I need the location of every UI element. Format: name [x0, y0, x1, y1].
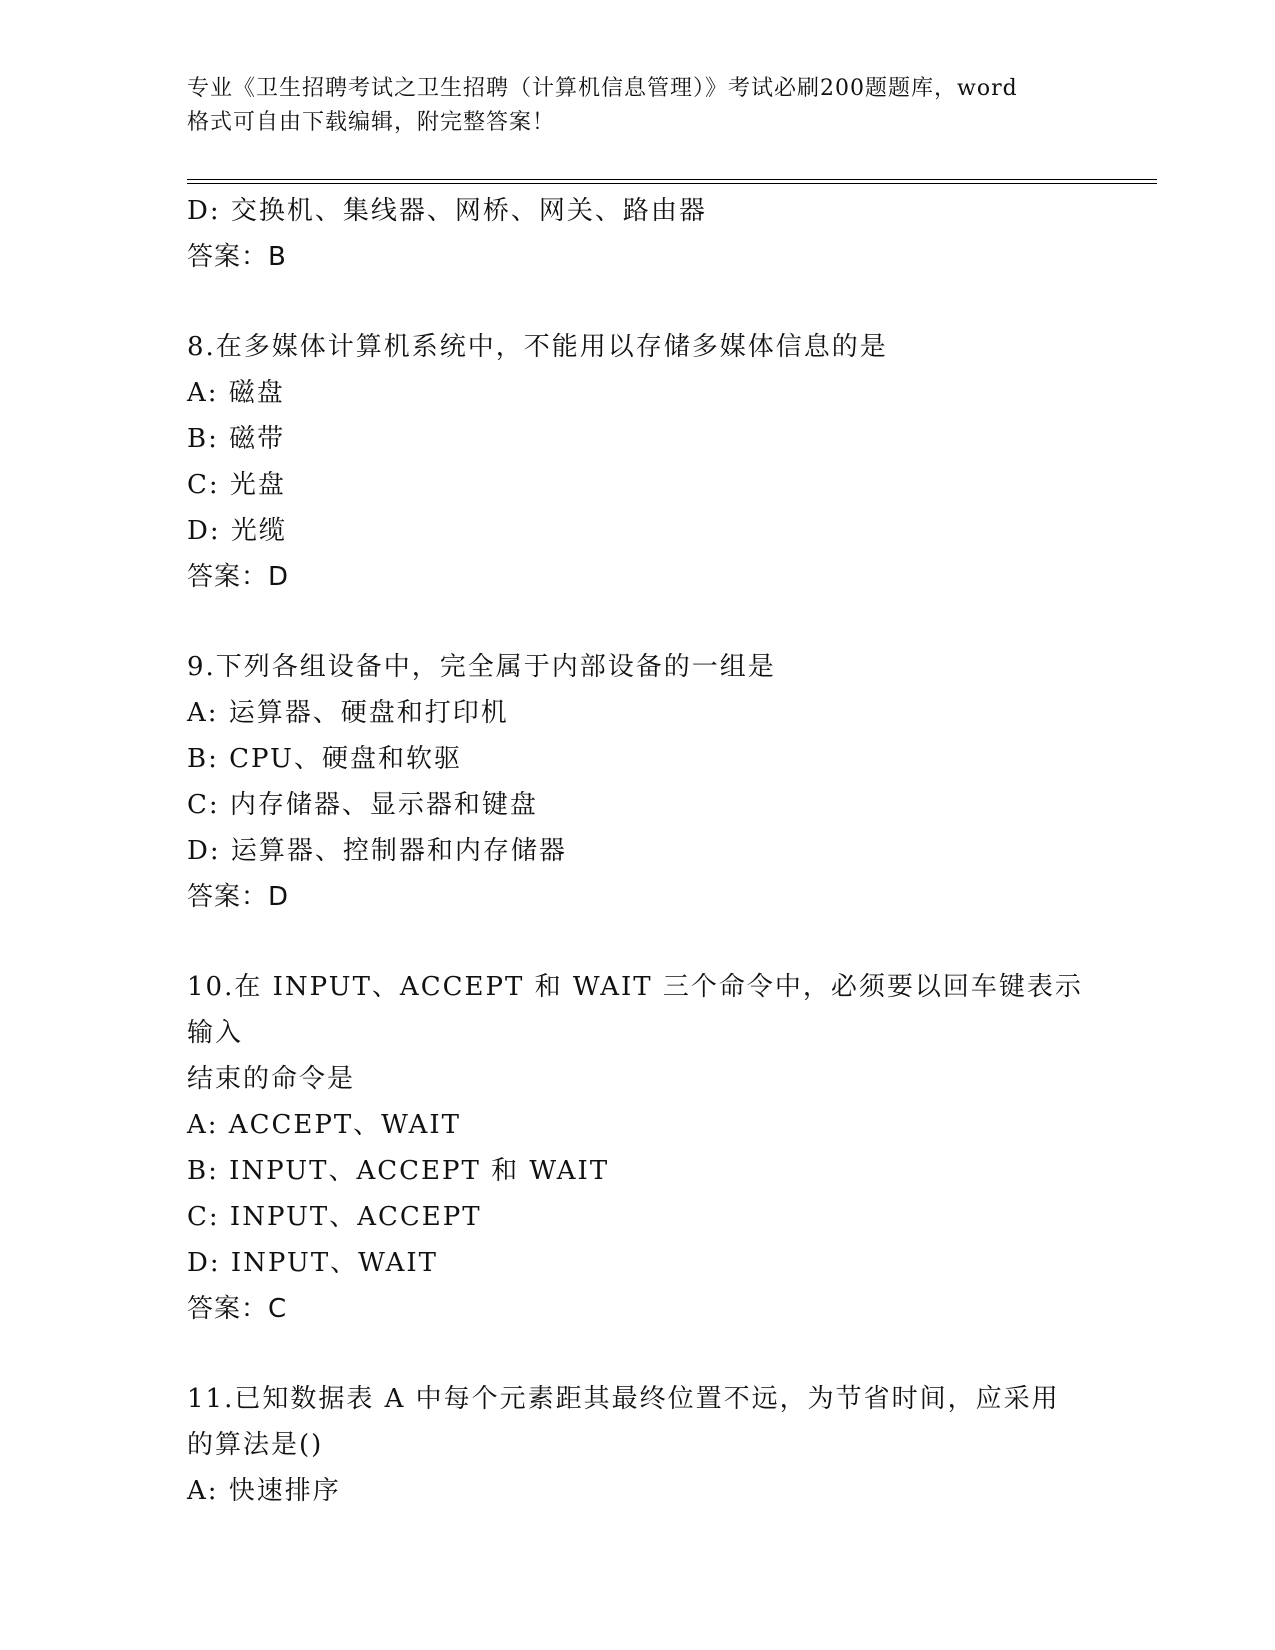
option-a: A: 快速排序 — [187, 1476, 341, 1506]
question-title-line-1: 11.已知数据表 A 中每个元素距其最终位置不远，为节省时间，应采用 — [187, 1384, 1060, 1414]
option-c: C: INPUT、ACCEPT — [187, 1202, 482, 1232]
answer-line: 答案：C — [187, 1294, 288, 1324]
answer-line: 答案：D — [187, 882, 290, 912]
question-title-line-1: 10.在 INPUT、ACCEPT 和 WAIT 三个命令中，必须要以回车键表示输入 — [187, 972, 1083, 1048]
question-11 — [187, 1376, 1087, 1514]
question-title-line-2: 的算法是() — [187, 1430, 324, 1460]
option-b: B: CPU、硬盘和软驱 — [187, 744, 462, 774]
header-divider-bottom — [187, 183, 1157, 184]
question-10 — [187, 964, 1087, 1332]
option-d: D: 交换机、集线器、网桥、网关、路由器 — [187, 196, 707, 226]
header-title-line-1: 专业《卫生招聘考试之卫生招聘（计算机信息管理）》考试必刷200题题库，word — [187, 76, 1018, 101]
option-c: C: 内存储器、显示器和键盘 — [187, 790, 538, 820]
question-9 — [187, 644, 1087, 920]
header-title-line-2: 格式可自由下载编辑，附完整答案！ — [187, 110, 556, 135]
option-a: A: 运算器、硬盘和打印机 — [187, 698, 509, 728]
answer-line: 答案：D — [187, 562, 290, 592]
previous-question-tail — [187, 188, 1087, 280]
option-d: D: 运算器、控制器和内存储器 — [187, 836, 567, 866]
question-title: 8.在多媒体计算机系统中，不能用以存储多媒体信息的是 — [187, 332, 888, 362]
option-b: B: INPUT、ACCEPT 和 WAIT — [187, 1156, 610, 1186]
option-d: D: INPUT、WAIT — [187, 1248, 438, 1278]
header-divider-top — [187, 179, 1157, 180]
question-title: 9.下列各组设备中，完全属于内部设备的一组是 — [187, 652, 776, 682]
document-header — [187, 72, 1087, 140]
question-list — [187, 188, 1087, 1514]
answer-line: 答案：B — [187, 242, 287, 272]
option-b: B: 磁带 — [187, 424, 286, 454]
option-d: D: 光缆 — [187, 516, 287, 546]
question-8 — [187, 324, 1087, 600]
option-a: A: ACCEPT、WAIT — [187, 1110, 461, 1140]
question-title-line-2: 结束的命令是 — [187, 1064, 356, 1094]
option-c: C: 光盘 — [187, 470, 286, 500]
option-a: A: 磁盘 — [187, 378, 285, 408]
